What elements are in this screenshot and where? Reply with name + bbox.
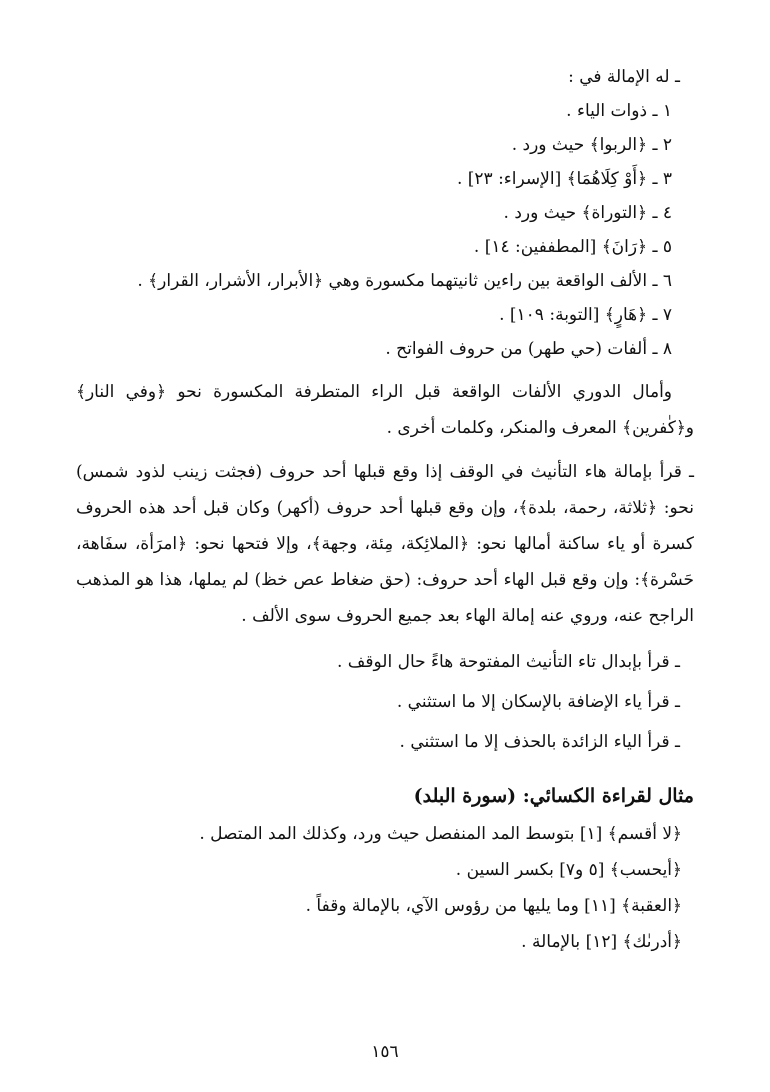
list-item: ٣ ـ ﴿أَوْ كِلَاهُمَا﴾ [الإسراء: ٢٣] . [456, 169, 672, 189]
list-item: ٥ ـ ﴿رَانَ﴾ [المطففين: ١٤] . [473, 237, 672, 257]
rules-list [76, 642, 694, 762]
imala-list [76, 94, 694, 366]
example-line: ﴿لا أقسم﴾ [١] بتوسط المد المنفصل حيث ورد، وكذلك المد المتصل . [199, 824, 682, 844]
rule-line: ـ قرأ بإبدال تاء التأنيث المفتوحة هاءً حال الوقف . [336, 652, 680, 672]
page-body [76, 60, 694, 960]
rule-line: ـ قرأ الياء الزائدة بالحذف إلا ما استثني . [399, 732, 680, 752]
example-heading: مثال لقراءة الكسائي: (سورة البلد) [413, 785, 694, 807]
example-line: ﴿العقبة﴾ [١١] وما يليها من رؤوس الآي، بالإمالة وقفاً . [305, 896, 682, 916]
list-item: ٤ ـ ﴿التوراة﴾ حيث ورد . [503, 203, 672, 223]
example-line: ﴿أيحسب﴾ [٥ و٧] بكسر السين . [455, 860, 682, 880]
example-line: ﴿أدرىٰك﴾ [١٢] بالإمالة . [521, 932, 682, 952]
list-item: ٧ ـ ﴿هَارٍ﴾ [التوبة: ١٠٩] . [499, 305, 672, 325]
page-number: ١٥٦ [371, 1042, 399, 1062]
examples-list [76, 816, 694, 960]
list-item: ٢ ـ ﴿الربوا﴾ حيث ورد . [511, 135, 672, 155]
list-item: ١ ـ ذوات الياء . [566, 101, 672, 121]
list-item: ٦ ـ الألف الواقعة بين راءين ثانيتهما مكسورة وهي ﴿الأبرار، الأشرار، القرار﴾ . [137, 271, 672, 291]
ta-marbuta-paragraph: ـ قرأ بإمالة هاء التأنيث في الوقف إذا وقع قبلها أحد حروف (فجثت زينب لذود شمس) نحو: ﴿ثلاثة، رحمة، بلدة﴾، وإن وقع قبلها أحد حروف (أكهر) وكان قبل أحد هذه الحروف كسرة أو ياء ساكنة أمالها نحو: ﴿الملائِكة، مِئة، وجهة﴾، وإلا فتحها نحو: ﴿امرَأة، سفَاهة، حَسْرة﴾: وإن وقع قبل الهاء أحد حروف: (حق ضغاط عص خظ) لم يملها، هذا هو المذهب الراجح عنه، وروي عنه إمالة الهاء بعد جميع الحروف سوى الألف . [76, 462, 694, 626]
rule-line: ـ قرأ ياء الإضافة بالإسكان إلا ما استثني . [396, 692, 680, 712]
intro-line: ـ له الإمالة في : [568, 67, 680, 87]
list-item: ٨ ـ ألفات (حي طهر) من حروف الفواتح . [385, 339, 672, 359]
duri-paragraph: وأمال الدوري الألفات الواقعة قبل الراء المتطرفة المكسورة نحو ﴿وفي النار﴾ و﴿كٰفرين﴾ المعرف والمنكر، وكلمات أخرى . [76, 382, 694, 438]
